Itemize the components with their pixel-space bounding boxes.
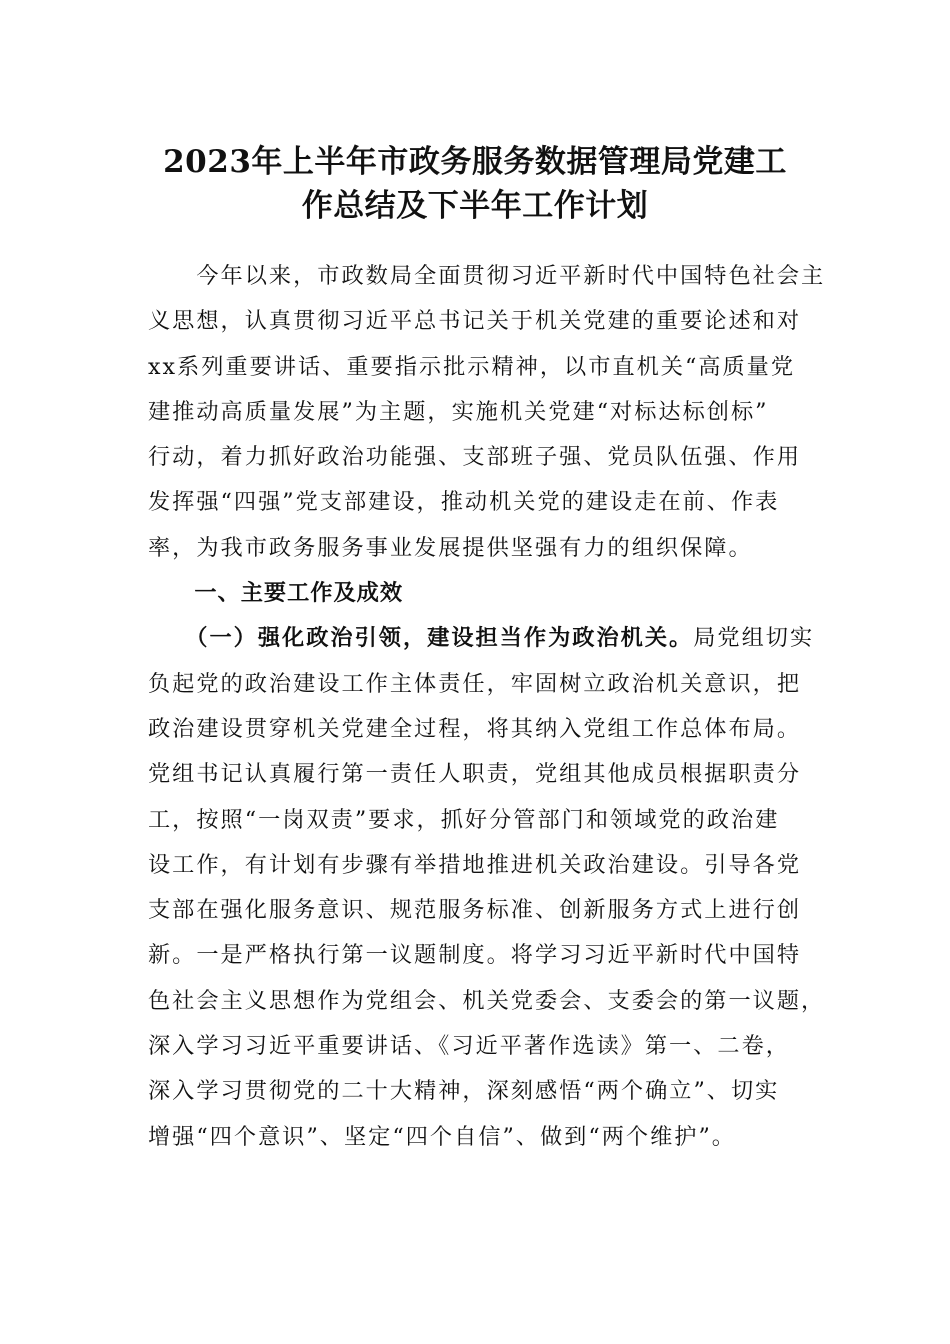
section-heading: 一、主要工作及成效 [148, 580, 404, 607]
paragraph-line: 增强“四个意识”、坚定“四个自信”、做到“两个维护”。 [148, 1123, 736, 1150]
paragraph-line: 深入学习贯彻党的二十大精神，深刻感悟“两个确立”、切实 [148, 1078, 780, 1105]
paragraph-line: 工，按照“一岗双责”要求，抓好分管部门和领域党的政治建 [148, 806, 780, 833]
paragraph-line: 今年以来，市政数局全面贯彻习近平新时代中国特色社会主 [148, 263, 826, 289]
document-title [110, 140, 840, 228]
paragraph-text: 局党组切实 [693, 625, 815, 652]
paragraph-line: 率，为我市政务服务事业发展提供坚强有力的组织保障。 [148, 534, 753, 561]
title-line-1: 2023年上半年市政务服务数据管理局党建工 [163, 144, 787, 180]
paragraph-line: 色社会主义思想作为党组会、机关党委会、支委会的第一议题， [148, 987, 826, 1014]
paragraph-line: 党组书记认真履行第一责任人职责，党组其他成员根据职责分 [148, 761, 802, 788]
paragraph-line: 行动，着力抓好政治功能强、支部班子强、党员队伍强、作用 [148, 444, 802, 471]
paragraph-line: 设工作，有计划有步骤有举措地推进机关政治建设。引导各党 [148, 851, 802, 878]
paragraph-line: 发挥强“四强”党支部建设，推动机关党的建设走在前、作表 [148, 489, 780, 516]
title-line-2: 作总结及下半年工作计划 [301, 188, 649, 224]
paragraph-line: 建推动高质量发展”为主题，实施机关党建“对标达标创标” [148, 398, 769, 425]
subsection-lead: （一）强化政治引领，建设担当作为政治机关。 [148, 625, 694, 652]
document-body [148, 254, 828, 1160]
paragraph-line: 支部在强化服务意识、规范服务标准、创新服务方式上进行创 [148, 897, 802, 924]
paragraph-line: 新。一是严格执行第一议题制度。将学习习近平新时代中国特 [148, 942, 802, 969]
paragraph-line [148, 616, 828, 661]
paragraph-line: 负起党的政治建设工作主体责任，牢固树立政治机关意识，把 [148, 670, 802, 697]
paragraph-line: 义思想，认真贯彻习近平总书记关于机关党建的重要论述和对 [148, 308, 802, 335]
paragraph-line: xx系列重要讲话、重要指示批示精神，以市直机关“高质量党 [148, 353, 796, 380]
paragraph-line: 政治建设贯穿机关党建全过程，将其纳入党组工作总体布局。 [148, 715, 802, 742]
paragraph-line: 深入学习习近平重要讲话、《习近平著作选读》第一、二卷， [148, 1033, 790, 1060]
